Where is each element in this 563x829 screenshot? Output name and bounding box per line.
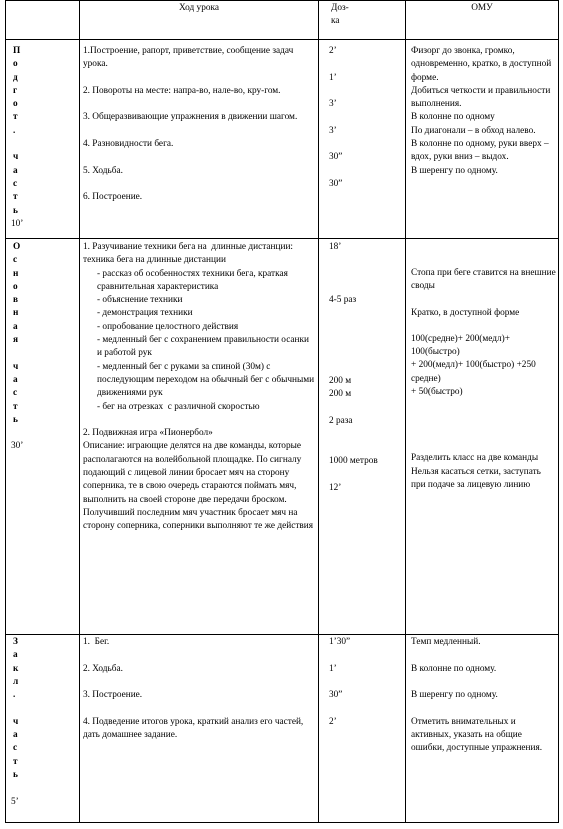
section-letter: т	[13, 192, 18, 203]
omu-line: 100(среднe)+ 200(медл)+ 100(быстро)	[411, 333, 513, 358]
section-letter: н	[13, 308, 19, 319]
section-prep-omu	[406, 40, 559, 239]
content-line: 6. Построение.	[83, 192, 143, 203]
section-final-omu	[406, 635, 559, 823]
section-time: 30’	[11, 441, 24, 452]
section-letter: с	[13, 255, 18, 266]
dosage-value: 30”	[329, 152, 343, 163]
content-line: 2. Повороты на месте: напра-во, нале-во, кру-гом.	[83, 85, 281, 96]
content-line: Описание: играющие делятся на две команды, которые располагаются на волейбольной площадке. По сигналу подающий с лицевой линии бросает мяч на сторону соперника, те в свою очередь стараются поймать мяч, выполнить на своей стороне две передачи броском. Получивший последним мяч участник бросает мяч на сторону соперника, соперники выполняют те же действия	[83, 441, 314, 532]
content-subitem: - демонстрация техники	[97, 308, 193, 319]
content-subitem: - объяснение техники	[97, 295, 183, 306]
content-line	[83, 178, 316, 191]
section-letter: ь	[13, 769, 18, 780]
dosage-value: 30”	[329, 690, 343, 701]
header-course: Ход урока	[80, 1, 319, 40]
dosage-value: 1’30”	[329, 637, 351, 647]
omu-line: По диагонали – в обход налево.	[411, 125, 536, 136]
section-main-label	[6, 239, 80, 635]
dosage-value: 3’	[329, 99, 337, 110]
section-letter: .	[13, 690, 16, 701]
content-line: 1. Разучивание техники бега на длинные дистанции:	[83, 242, 294, 252]
section-letter: г	[13, 85, 18, 96]
content-line: техника бега на длинные дистанции	[83, 255, 226, 266]
section-letter: ь	[13, 414, 18, 425]
section-time: 10’	[11, 218, 24, 229]
omu-line: В колонне по одному, руки вверх – вдох, руки вниз – выдох.	[411, 139, 551, 163]
section-letter: а	[13, 165, 18, 176]
dosage-value: 12’	[329, 482, 342, 493]
content-line	[83, 676, 316, 689]
section-letter: с	[13, 743, 18, 754]
section-letter: т	[13, 112, 18, 123]
content-subitem: - опробование целостного действия	[97, 321, 239, 332]
section-letter: я	[13, 335, 19, 346]
content-line	[83, 98, 316, 111]
content-line: 3. Построение.	[83, 690, 143, 701]
section-letter: в	[13, 295, 19, 306]
content-line: 2. Подвижная игра «Пионербол»	[83, 428, 213, 439]
section-letter: О	[13, 242, 21, 252]
dosage-value	[329, 85, 403, 98]
section-letter: ч	[13, 361, 19, 372]
section-letter: о	[13, 59, 18, 70]
section-letter: а	[13, 374, 18, 385]
content-line	[83, 72, 316, 85]
section-letter	[13, 702, 77, 715]
omu-line	[411, 649, 556, 662]
section-letter: н	[13, 268, 19, 279]
section-letter: П	[13, 46, 21, 56]
lesson-plan-table	[5, 0, 559, 823]
content-subitem: - медленный бег с руками за спиной (30м) с последующим переходом на обычный бег с обычными движениями рук	[97, 361, 317, 399]
section-letter: ь	[13, 205, 18, 216]
content-line: 4. Разновидности бега.	[83, 139, 174, 150]
omu-line: + 200(медл)+ 100(быстро) +250 среднe)	[411, 360, 539, 384]
content-line: 5. Ходьба.	[83, 165, 123, 176]
section-letter: о	[13, 99, 18, 110]
section-letter: а	[13, 321, 18, 332]
section-letter: с	[13, 388, 18, 399]
omu-line: + 50(быстро)	[411, 387, 463, 398]
section-letter: З	[13, 637, 18, 647]
omu-line: Отметить внимательных и активных, указать на общие ошибки, доступные упражнения.	[411, 716, 543, 754]
dosage-value: 4-5 раз	[329, 295, 357, 306]
dosage-value: 1000 метров	[329, 456, 378, 467]
section-main-content	[80, 239, 319, 635]
header-dosage: Доз- ка	[319, 1, 406, 40]
dosage-value	[329, 58, 403, 71]
omu-line	[411, 676, 556, 689]
dosage-value: 3’	[329, 125, 337, 136]
section-final-label	[6, 635, 80, 823]
dosage-value: 2’	[329, 46, 337, 56]
section-final-content	[80, 635, 319, 823]
content-line	[83, 702, 316, 715]
omu-line: Темп медленный.	[411, 637, 481, 647]
dosage-value: 200 м	[329, 375, 352, 386]
omu-line: Физорг до звонка, громко, одновременно, кратко, в доступной форме.	[411, 46, 554, 83]
section-main	[6, 239, 559, 635]
omu-line: Разделить класс на две команды	[411, 453, 539, 464]
dosage-value: 30”	[329, 178, 343, 189]
section-letter: .	[13, 125, 16, 136]
section-letter: л	[13, 676, 19, 687]
section-letter	[13, 347, 77, 360]
header-omu: ОМУ	[406, 1, 559, 40]
omu-line: Нельзя касаться сетки, заступать при подаче за лицевую линию	[411, 466, 544, 490]
content-subitem: - медленный бег с сохранением правильности осанки и работой рук	[97, 335, 312, 359]
header-col1	[6, 1, 80, 40]
section-letter: а	[13, 730, 18, 741]
dosage-value: 2’	[329, 716, 337, 727]
section-letter: т	[13, 756, 18, 767]
section-prep	[6, 40, 559, 239]
omu-line	[411, 702, 556, 715]
content-line: 4. Подведение итогов урока, краткий анализ его частей, дать домашнее задание.	[83, 716, 306, 741]
content-subitem: - рассказ об особенностях техники бега, краткая сравнительная характеристика	[97, 268, 291, 292]
section-final	[6, 635, 559, 823]
section-letter: о	[13, 281, 18, 292]
dosage-value: 1’	[329, 663, 337, 674]
section-letter: т	[13, 401, 18, 412]
dosage-value	[329, 649, 403, 662]
section-time: 5’	[11, 796, 19, 807]
omu-line: В шеренгу по одному.	[411, 165, 498, 176]
content-line: 3. Общеразвивающие упражнения в движении шагом.	[83, 112, 298, 123]
section-prep-dosage	[319, 40, 406, 239]
content-subitem: - бег на отрезках с различной скоростью	[97, 401, 260, 412]
dosage-value: 200 м	[329, 388, 352, 399]
section-prep-label	[6, 40, 80, 239]
omu-line: Добиться четкости и правильности выполнения.	[411, 85, 553, 110]
dosage-value: 1’	[329, 72, 337, 83]
section-letter: а	[13, 650, 18, 661]
section-letter	[13, 138, 77, 151]
dosage-value	[329, 165, 403, 178]
omu-line: Стопа при беге ставится на внешние своды	[411, 268, 559, 292]
section-main-omu	[406, 239, 559, 635]
dosage-value	[329, 702, 403, 715]
dosage-value	[329, 676, 403, 689]
section-letter: ч	[13, 716, 19, 727]
content-line: 1.Построение, рапорт, приветствие, сообщение задач урока.	[83, 46, 296, 70]
content-line: 2. Ходьба.	[83, 663, 123, 674]
dosage-value	[329, 138, 403, 151]
omu-line: В колонне по одному.	[411, 663, 497, 674]
section-letter: ч	[13, 152, 19, 163]
section-letter: к	[13, 663, 19, 674]
content-line	[83, 151, 316, 164]
header-row	[6, 1, 559, 40]
content-line: 1. Бег.	[83, 637, 110, 647]
section-letter: с	[13, 178, 18, 189]
section-letter: д	[13, 72, 18, 83]
dosage-value: 18’	[329, 242, 342, 252]
section-main-dosage	[319, 239, 406, 635]
omu-line: В шеренгу по одному.	[411, 690, 498, 701]
dosage-value	[329, 111, 403, 124]
omu-line: В колонне по одному	[411, 112, 495, 123]
content-line	[83, 649, 316, 662]
section-prep-content	[80, 40, 319, 239]
section-final-dosage	[319, 635, 406, 823]
omu-line: Кратко, в доступной форме	[411, 307, 520, 318]
dosage-value: 2 раза	[329, 416, 353, 427]
content-line	[83, 125, 316, 138]
